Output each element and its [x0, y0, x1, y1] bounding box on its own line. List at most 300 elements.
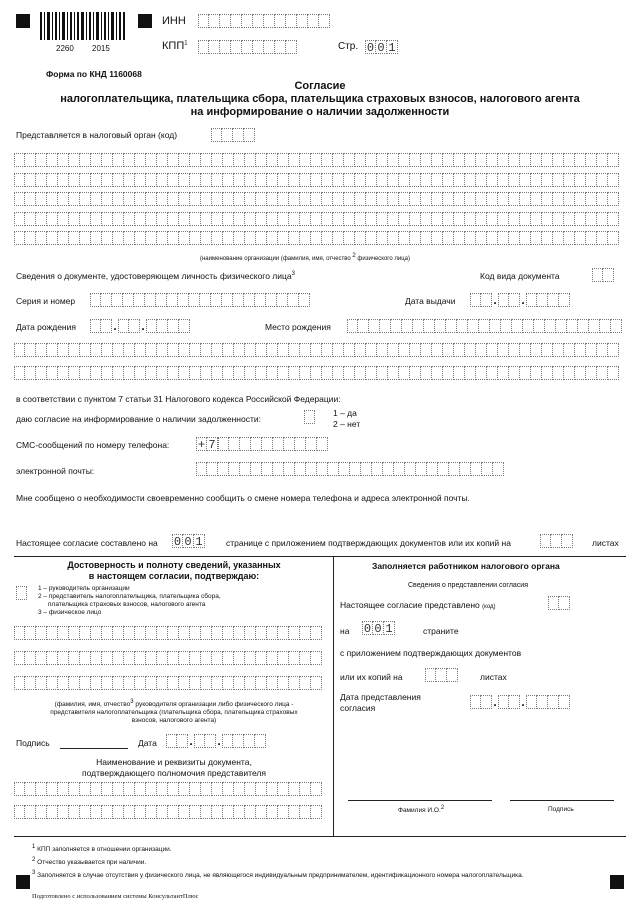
input-cell[interactable]	[575, 153, 586, 167]
input-cell[interactable]	[113, 212, 124, 226]
input-cell[interactable]	[377, 173, 388, 187]
input-cell[interactable]	[145, 293, 156, 307]
input-cell[interactable]	[311, 173, 322, 187]
input-cell[interactable]	[540, 534, 551, 548]
input-cell[interactable]	[498, 173, 509, 187]
input-cell[interactable]	[344, 366, 355, 380]
input-cell[interactable]	[454, 343, 465, 357]
input-cell[interactable]	[69, 626, 80, 640]
input-cell[interactable]	[124, 782, 135, 796]
input-cell[interactable]	[267, 231, 278, 245]
input-cell[interactable]	[80, 676, 91, 690]
left-date-field[interactable]	[166, 734, 266, 748]
input-cell[interactable]	[608, 231, 619, 245]
input-cell[interactable]	[421, 192, 432, 206]
input-cell[interactable]	[300, 153, 311, 167]
input-cell[interactable]	[124, 676, 135, 690]
input-cell[interactable]	[311, 782, 322, 796]
input-cell[interactable]	[355, 153, 366, 167]
input-cell[interactable]	[179, 626, 190, 640]
input-cell[interactable]	[553, 212, 564, 226]
right-sign-line[interactable]	[510, 800, 614, 801]
input-cell[interactable]	[432, 212, 443, 226]
input-cell[interactable]	[234, 366, 245, 380]
input-cell[interactable]	[190, 366, 201, 380]
input-cell[interactable]	[234, 231, 245, 245]
input-cell[interactable]	[256, 192, 267, 206]
input-cell[interactable]	[289, 805, 300, 819]
input-cell[interactable]	[267, 192, 278, 206]
input-cell[interactable]	[146, 626, 157, 640]
input-cell[interactable]	[311, 676, 322, 690]
input-cell[interactable]	[102, 212, 113, 226]
input-cell[interactable]	[91, 676, 102, 690]
input-cell[interactable]	[432, 173, 443, 187]
input-cell[interactable]	[608, 212, 619, 226]
input-cell[interactable]	[498, 153, 509, 167]
input-cell[interactable]	[465, 153, 476, 167]
input-cell[interactable]	[36, 651, 47, 665]
input-cell[interactable]	[124, 231, 135, 245]
input-cell[interactable]	[14, 231, 25, 245]
input-cell[interactable]	[388, 212, 399, 226]
input-cell[interactable]	[14, 626, 25, 640]
input-cell[interactable]	[460, 462, 471, 476]
input-cell[interactable]	[531, 153, 542, 167]
input-cell[interactable]	[146, 212, 157, 226]
input-cell[interactable]	[608, 366, 619, 380]
input-cell[interactable]	[526, 695, 537, 709]
input-cell[interactable]	[80, 173, 91, 187]
input-cell[interactable]	[69, 676, 80, 690]
input-cell[interactable]	[344, 212, 355, 226]
input-cell[interactable]	[377, 343, 388, 357]
input-cell[interactable]	[322, 343, 333, 357]
input-cell[interactable]	[531, 231, 542, 245]
input-cell[interactable]	[520, 173, 531, 187]
input-cell[interactable]	[278, 805, 289, 819]
input-cell[interactable]	[520, 366, 531, 380]
input-cell[interactable]: 1	[387, 40, 398, 54]
input-cell[interactable]	[222, 293, 233, 307]
input-cell[interactable]	[179, 173, 190, 187]
input-cell[interactable]	[234, 343, 245, 357]
input-cell[interactable]	[90, 293, 101, 307]
input-cell[interactable]	[355, 343, 366, 357]
input-cell[interactable]	[212, 805, 223, 819]
input-cell[interactable]	[190, 343, 201, 357]
left-sign-line[interactable]	[60, 748, 128, 749]
input-cell[interactable]	[277, 293, 288, 307]
input-cell[interactable]	[113, 651, 124, 665]
input-cell[interactable]	[58, 782, 69, 796]
input-cell[interactable]	[157, 366, 168, 380]
input-cell[interactable]	[597, 231, 608, 245]
input-cell[interactable]	[69, 212, 80, 226]
input-cell[interactable]	[25, 173, 36, 187]
org-name-row[interactable]	[14, 192, 619, 206]
org-name-row[interactable]	[14, 212, 619, 226]
input-cell[interactable]	[592, 268, 603, 282]
input-cell[interactable]	[124, 343, 135, 357]
input-cell[interactable]	[256, 626, 267, 640]
input-cell[interactable]	[168, 676, 179, 690]
input-cell[interactable]	[322, 231, 333, 245]
input-cell[interactable]	[47, 626, 58, 640]
input-cell[interactable]	[244, 128, 255, 142]
input-cell[interactable]	[311, 651, 322, 665]
doc-type-field[interactable]	[592, 268, 614, 282]
input-cell[interactable]	[80, 805, 91, 819]
input-cell[interactable]	[578, 319, 589, 333]
input-cell[interactable]	[58, 212, 69, 226]
input-cell[interactable]	[531, 192, 542, 206]
input-cell[interactable]	[80, 192, 91, 206]
input-cell[interactable]	[322, 212, 333, 226]
input-cell[interactable]	[454, 231, 465, 245]
input-cell[interactable]	[523, 319, 534, 333]
input-cell[interactable]	[135, 192, 146, 206]
input-cell[interactable]	[383, 462, 394, 476]
input-cell[interactable]	[157, 153, 168, 167]
input-cell[interactable]	[333, 173, 344, 187]
input-cell[interactable]	[410, 343, 421, 357]
input-cell[interactable]	[289, 651, 300, 665]
input-cell[interactable]	[410, 231, 421, 245]
input-cell[interactable]	[179, 676, 190, 690]
input-cell[interactable]	[597, 343, 608, 357]
input-cell[interactable]	[322, 366, 333, 380]
input-cell[interactable]	[586, 366, 597, 380]
input-cell[interactable]	[124, 192, 135, 206]
input-cell[interactable]	[201, 366, 212, 380]
input-cell[interactable]	[190, 805, 201, 819]
attachments-sheets-field[interactable]	[540, 534, 573, 548]
input-cell[interactable]	[300, 626, 311, 640]
input-cell[interactable]	[377, 153, 388, 167]
input-cell[interactable]	[25, 366, 36, 380]
input-cell[interactable]	[190, 192, 201, 206]
input-cell[interactable]	[355, 212, 366, 226]
pages-count-field[interactable]	[172, 534, 205, 548]
input-cell[interactable]	[220, 14, 231, 28]
input-cell[interactable]	[333, 366, 344, 380]
input-cell[interactable]	[233, 734, 244, 748]
input-cell[interactable]: 0	[363, 622, 372, 636]
input-cell[interactable]	[212, 212, 223, 226]
input-cell[interactable]	[531, 212, 542, 226]
input-cell[interactable]	[146, 366, 157, 380]
input-cell[interactable]	[124, 212, 135, 226]
input-cell[interactable]	[233, 128, 244, 142]
input-cell[interactable]	[220, 40, 231, 54]
input-cell[interactable]	[537, 293, 548, 307]
input-cell[interactable]	[91, 343, 102, 357]
input-cell[interactable]	[36, 173, 47, 187]
input-cell[interactable]	[311, 153, 322, 167]
input-cell[interactable]	[608, 343, 619, 357]
input-cell[interactable]	[300, 231, 311, 245]
input-cell[interactable]	[251, 437, 262, 451]
input-cell[interactable]	[416, 462, 427, 476]
input-cell[interactable]	[69, 153, 80, 167]
input-cell[interactable]	[471, 462, 482, 476]
signer-name-field-2[interactable]	[14, 651, 322, 665]
input-cell[interactable]	[222, 128, 233, 142]
input-cell[interactable]	[481, 293, 492, 307]
input-cell[interactable]	[366, 173, 377, 187]
input-cell[interactable]	[25, 782, 36, 796]
input-cell[interactable]	[498, 366, 509, 380]
tax-authority-code-field[interactable]	[211, 128, 255, 142]
input-cell[interactable]	[198, 40, 209, 54]
org-name-row[interactable]	[14, 231, 619, 245]
input-cell[interactable]	[421, 231, 432, 245]
input-cell[interactable]	[25, 153, 36, 167]
input-cell[interactable]	[542, 366, 553, 380]
input-cell[interactable]	[564, 366, 575, 380]
input-cell[interactable]	[564, 173, 575, 187]
input-cell[interactable]	[465, 343, 476, 357]
input-cell[interactable]	[575, 192, 586, 206]
input-cell[interactable]	[201, 651, 212, 665]
input-cell[interactable]	[284, 437, 295, 451]
input-cell[interactable]	[366, 212, 377, 226]
input-cell[interactable]	[421, 153, 432, 167]
input-cell[interactable]	[498, 343, 509, 357]
input-cell[interactable]	[177, 734, 188, 748]
input-cell[interactable]	[146, 343, 157, 357]
input-cell[interactable]	[14, 343, 25, 357]
input-cell[interactable]	[275, 40, 286, 54]
input-cell[interactable]	[135, 153, 146, 167]
input-cell[interactable]	[597, 366, 608, 380]
input-cell[interactable]	[399, 343, 410, 357]
input-cell[interactable]	[317, 437, 328, 451]
input-cell[interactable]	[36, 231, 47, 245]
input-cell[interactable]	[36, 366, 47, 380]
input-cell[interactable]	[190, 782, 201, 796]
input-cell[interactable]	[223, 231, 234, 245]
input-cell[interactable]	[256, 651, 267, 665]
input-cell[interactable]	[586, 231, 597, 245]
input-cell[interactable]	[168, 366, 179, 380]
input-cell[interactable]	[443, 153, 454, 167]
input-cell[interactable]	[256, 212, 267, 226]
input-cell[interactable]	[223, 192, 234, 206]
input-cell[interactable]	[300, 676, 311, 690]
input-cell[interactable]	[47, 651, 58, 665]
input-cell[interactable]	[410, 212, 421, 226]
input-cell[interactable]	[509, 695, 520, 709]
input-cell[interactable]	[299, 293, 310, 307]
input-cell[interactable]	[135, 343, 146, 357]
input-cell[interactable]	[493, 462, 504, 476]
input-cell[interactable]	[548, 596, 559, 610]
org-name-row[interactable]	[14, 153, 619, 167]
input-cell[interactable]	[435, 319, 446, 333]
input-cell[interactable]	[47, 192, 58, 206]
input-cell[interactable]	[405, 462, 416, 476]
input-cell[interactable]	[388, 231, 399, 245]
input-cell[interactable]	[328, 462, 339, 476]
input-cell[interactable]	[487, 366, 498, 380]
input-cell[interactable]	[295, 462, 306, 476]
input-cell[interactable]	[465, 231, 476, 245]
input-cell[interactable]	[264, 40, 275, 54]
input-cell[interactable]	[102, 782, 113, 796]
input-cell[interactable]	[288, 293, 299, 307]
input-cell[interactable]	[597, 153, 608, 167]
input-cell[interactable]	[498, 293, 509, 307]
input-cell[interactable]	[498, 695, 509, 709]
input-cell[interactable]	[284, 462, 295, 476]
input-cell[interactable]	[454, 192, 465, 206]
input-cell[interactable]	[388, 366, 399, 380]
input-cell[interactable]	[58, 343, 69, 357]
input-cell[interactable]	[118, 319, 129, 333]
input-cell[interactable]	[223, 626, 234, 640]
input-cell[interactable]	[36, 782, 47, 796]
input-cell[interactable]	[289, 153, 300, 167]
input-cell[interactable]: 0	[366, 41, 375, 55]
input-cell[interactable]	[347, 319, 358, 333]
input-cell[interactable]	[179, 343, 190, 357]
input-cell[interactable]	[47, 676, 58, 690]
input-cell[interactable]	[242, 40, 253, 54]
input-cell[interactable]	[212, 192, 223, 206]
input-cell[interactable]	[245, 173, 256, 187]
input-cell[interactable]	[597, 173, 608, 187]
input-cell[interactable]	[69, 805, 80, 819]
input-cell[interactable]	[509, 173, 520, 187]
input-cell[interactable]	[355, 173, 366, 187]
input-cell[interactable]	[212, 676, 223, 690]
input-cell[interactable]	[211, 293, 222, 307]
input-cell[interactable]	[231, 40, 242, 54]
input-cell[interactable]	[69, 343, 80, 357]
input-cell[interactable]	[443, 212, 454, 226]
input-cell[interactable]	[531, 343, 542, 357]
input-cell[interactable]	[300, 173, 311, 187]
input-cell[interactable]	[124, 153, 135, 167]
input-cell[interactable]	[80, 231, 91, 245]
input-cell[interactable]	[388, 153, 399, 167]
input-cell[interactable]	[443, 366, 454, 380]
input-cell[interactable]	[190, 676, 201, 690]
input-cell[interactable]	[476, 153, 487, 167]
input-cell[interactable]	[207, 462, 218, 476]
input-cell[interactable]	[520, 153, 531, 167]
input-cell[interactable]	[205, 734, 216, 748]
input-cell[interactable]	[481, 695, 492, 709]
input-cell[interactable]	[267, 651, 278, 665]
input-cell[interactable]	[190, 231, 201, 245]
input-cell[interactable]: 0	[376, 40, 387, 54]
input-cell[interactable]	[156, 293, 167, 307]
input-cell[interactable]	[520, 212, 531, 226]
input-cell[interactable]	[322, 173, 333, 187]
input-cell[interactable]	[470, 695, 481, 709]
input-cell[interactable]	[344, 343, 355, 357]
input-cell[interactable]	[278, 231, 289, 245]
input-cell[interactable]: 1	[384, 621, 395, 635]
input-cell[interactable]	[564, 192, 575, 206]
input-cell[interactable]	[113, 173, 124, 187]
input-cell[interactable]	[297, 14, 308, 28]
input-cell[interactable]	[157, 319, 168, 333]
input-cell[interactable]	[179, 231, 190, 245]
input-cell[interactable]	[333, 192, 344, 206]
input-cell[interactable]	[47, 343, 58, 357]
input-cell[interactable]	[157, 192, 168, 206]
input-cell[interactable]	[476, 192, 487, 206]
issue-date-field[interactable]	[470, 293, 570, 307]
input-cell[interactable]	[575, 343, 586, 357]
input-cell[interactable]	[567, 319, 578, 333]
input-cell[interactable]	[278, 651, 289, 665]
input-cell[interactable]	[245, 343, 256, 357]
input-cell[interactable]	[366, 231, 377, 245]
input-cell[interactable]	[542, 231, 553, 245]
input-cell[interactable]	[245, 231, 256, 245]
input-cell[interactable]	[311, 192, 322, 206]
input-cell[interactable]	[168, 231, 179, 245]
input-cell[interactable]	[58, 173, 69, 187]
input-cell[interactable]	[311, 805, 322, 819]
input-cell[interactable]	[600, 319, 611, 333]
input-cell[interactable]	[531, 173, 542, 187]
sms-phone-field[interactable]	[196, 437, 328, 451]
input-cell[interactable]	[146, 782, 157, 796]
input-cell[interactable]	[190, 173, 201, 187]
input-cell[interactable]	[256, 153, 267, 167]
input-cell[interactable]	[267, 366, 278, 380]
input-cell[interactable]	[311, 212, 322, 226]
input-cell[interactable]	[102, 676, 113, 690]
input-cell[interactable]	[212, 231, 223, 245]
input-cell[interactable]	[234, 212, 245, 226]
input-cell[interactable]	[113, 805, 124, 819]
input-cell[interactable]	[300, 782, 311, 796]
input-cell[interactable]	[333, 212, 344, 226]
input-cell[interactable]	[201, 782, 212, 796]
input-cell[interactable]	[344, 153, 355, 167]
input-cell[interactable]	[402, 319, 413, 333]
input-cell[interactable]	[267, 805, 278, 819]
input-cell[interactable]	[289, 212, 300, 226]
input-cell[interactable]	[465, 366, 476, 380]
input-cell[interactable]	[190, 626, 201, 640]
input-cell[interactable]	[168, 319, 179, 333]
input-cell[interactable]	[551, 534, 562, 548]
input-cell[interactable]	[311, 231, 322, 245]
input-cell[interactable]	[586, 212, 597, 226]
series-number-field[interactable]	[90, 293, 310, 307]
input-cell[interactable]	[545, 319, 556, 333]
input-cell[interactable]	[256, 676, 267, 690]
input-cell[interactable]	[201, 153, 212, 167]
input-cell[interactable]	[113, 626, 124, 640]
on-pages-field[interactable]	[362, 621, 395, 635]
input-cell[interactable]	[223, 782, 234, 796]
input-cell[interactable]	[432, 343, 443, 357]
input-cell[interactable]	[146, 805, 157, 819]
birth-date-field[interactable]	[90, 319, 190, 333]
fio-line[interactable]	[348, 800, 492, 801]
input-cell[interactable]	[101, 293, 112, 307]
input-cell[interactable]	[509, 212, 520, 226]
